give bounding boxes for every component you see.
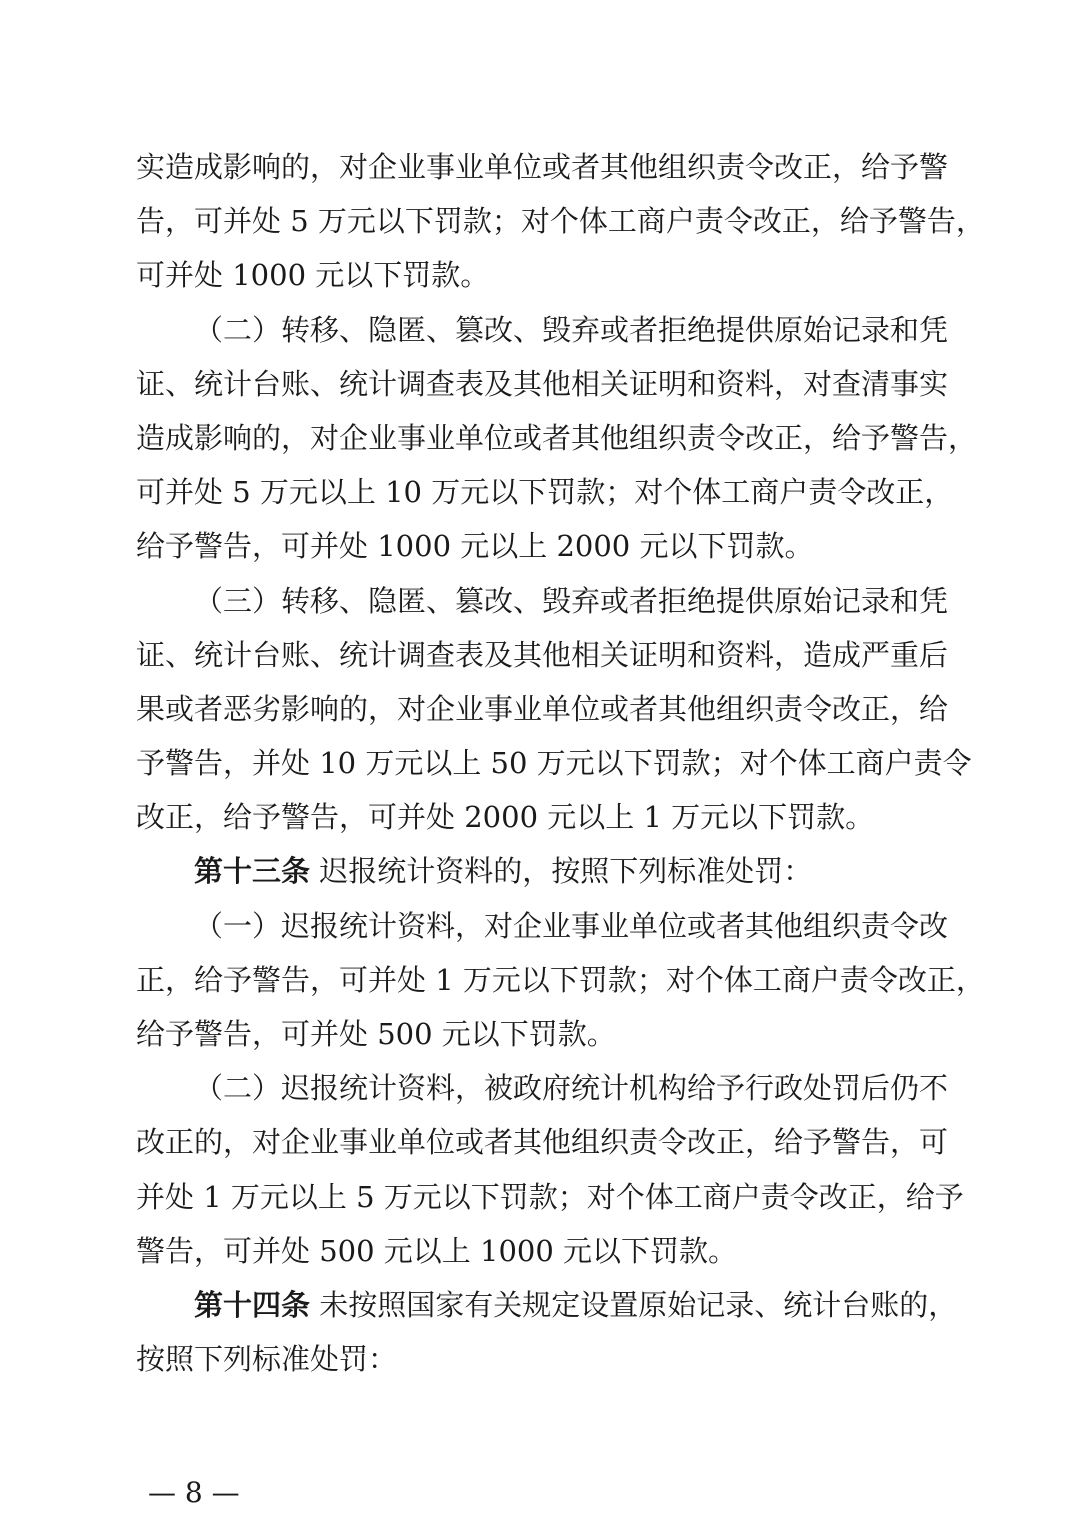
article-14-text: 未按照国家有关规定设置原始记录、统计台账的， bbox=[319, 1287, 958, 1322]
text-line: （二）迟报统计资料，被政府统计机构给予行政处罚后仍不 bbox=[194, 1071, 949, 1106]
article-13-heading: 第十三条 bbox=[194, 854, 311, 889]
text-line: 实造成影响的，对企业事业单位或者其他组织责令改正，给予警 bbox=[136, 150, 949, 184]
article-14-heading: 第十四条 bbox=[194, 1287, 311, 1322]
text-line: 警告，可并处 500 元以上 1000 元以下罚款。 bbox=[136, 1233, 738, 1268]
text-line: 改正，给予警告，可并处 2000 元以上 1 万元以下罚款。 bbox=[136, 800, 875, 835]
text-line: 果或者恶劣影响的，对企业事业单位或者其他组织责令改正，给 bbox=[136, 691, 949, 726]
text-line: 证、统计台账、统计调查表及其他相关证明和资料，造成严重后 bbox=[136, 637, 949, 672]
text-line: （一）迟报统计资料，对企业事业单位或者其他组织责令改 bbox=[194, 908, 949, 943]
text-line: 并处 1 万元以上 5 万元以下罚款；对个体工商户责令改正，给予 bbox=[136, 1179, 964, 1214]
text-line: （二）转移、隐匿、篡改、毁弃或者拒绝提供原始记录和凭 bbox=[194, 312, 949, 347]
text-line: 予警告，并处 10 万元以上 50 万元以下罚款；对个体工商户责令 bbox=[136, 746, 972, 781]
page-number: — 8 — bbox=[148, 1476, 240, 1509]
text-line: 给予警告，可并处 1000 元以上 2000 元以下罚款。 bbox=[136, 529, 814, 564]
text-line: 改正的，对企业事业单位或者其他组织责令改正，给予警告，可 bbox=[136, 1125, 949, 1160]
text-line: 可并处 1000 元以下罚款。 bbox=[136, 258, 490, 293]
document-body bbox=[136, 140, 985, 1386]
text-line: 按照下列标准处罚： bbox=[136, 1342, 398, 1377]
text-line: 可并处 5 万元以上 10 万元以下罚款；对个体工商户责令改正， bbox=[136, 475, 954, 510]
text-line: 给予警告，可并处 500 元以下罚款。 bbox=[136, 1017, 616, 1051]
text-line: 证、统计台账、统计调查表及其他相关证明和资料，对查清事实 bbox=[136, 366, 949, 401]
article-13-text: 迟报统计资料的，按照下列标准处罚： bbox=[319, 854, 813, 889]
text-line: 造成影响的，对企业事业单位或者其他组织责令改正，给予警告， bbox=[136, 420, 978, 455]
text-line: （三）转移、隐匿、篡改、毁弃或者拒绝提供原始记录和凭 bbox=[194, 583, 949, 618]
article-13-line bbox=[136, 844, 942, 898]
text-line: 正，给予警告，可并处 1 万元以下罚款；对个体工商户责令改正， bbox=[136, 962, 985, 997]
text-line: 告，可并处 5 万元以下罚款；对个体工商户责令改正，给予警告， bbox=[136, 204, 985, 239]
article-14-line bbox=[136, 1278, 958, 1332]
